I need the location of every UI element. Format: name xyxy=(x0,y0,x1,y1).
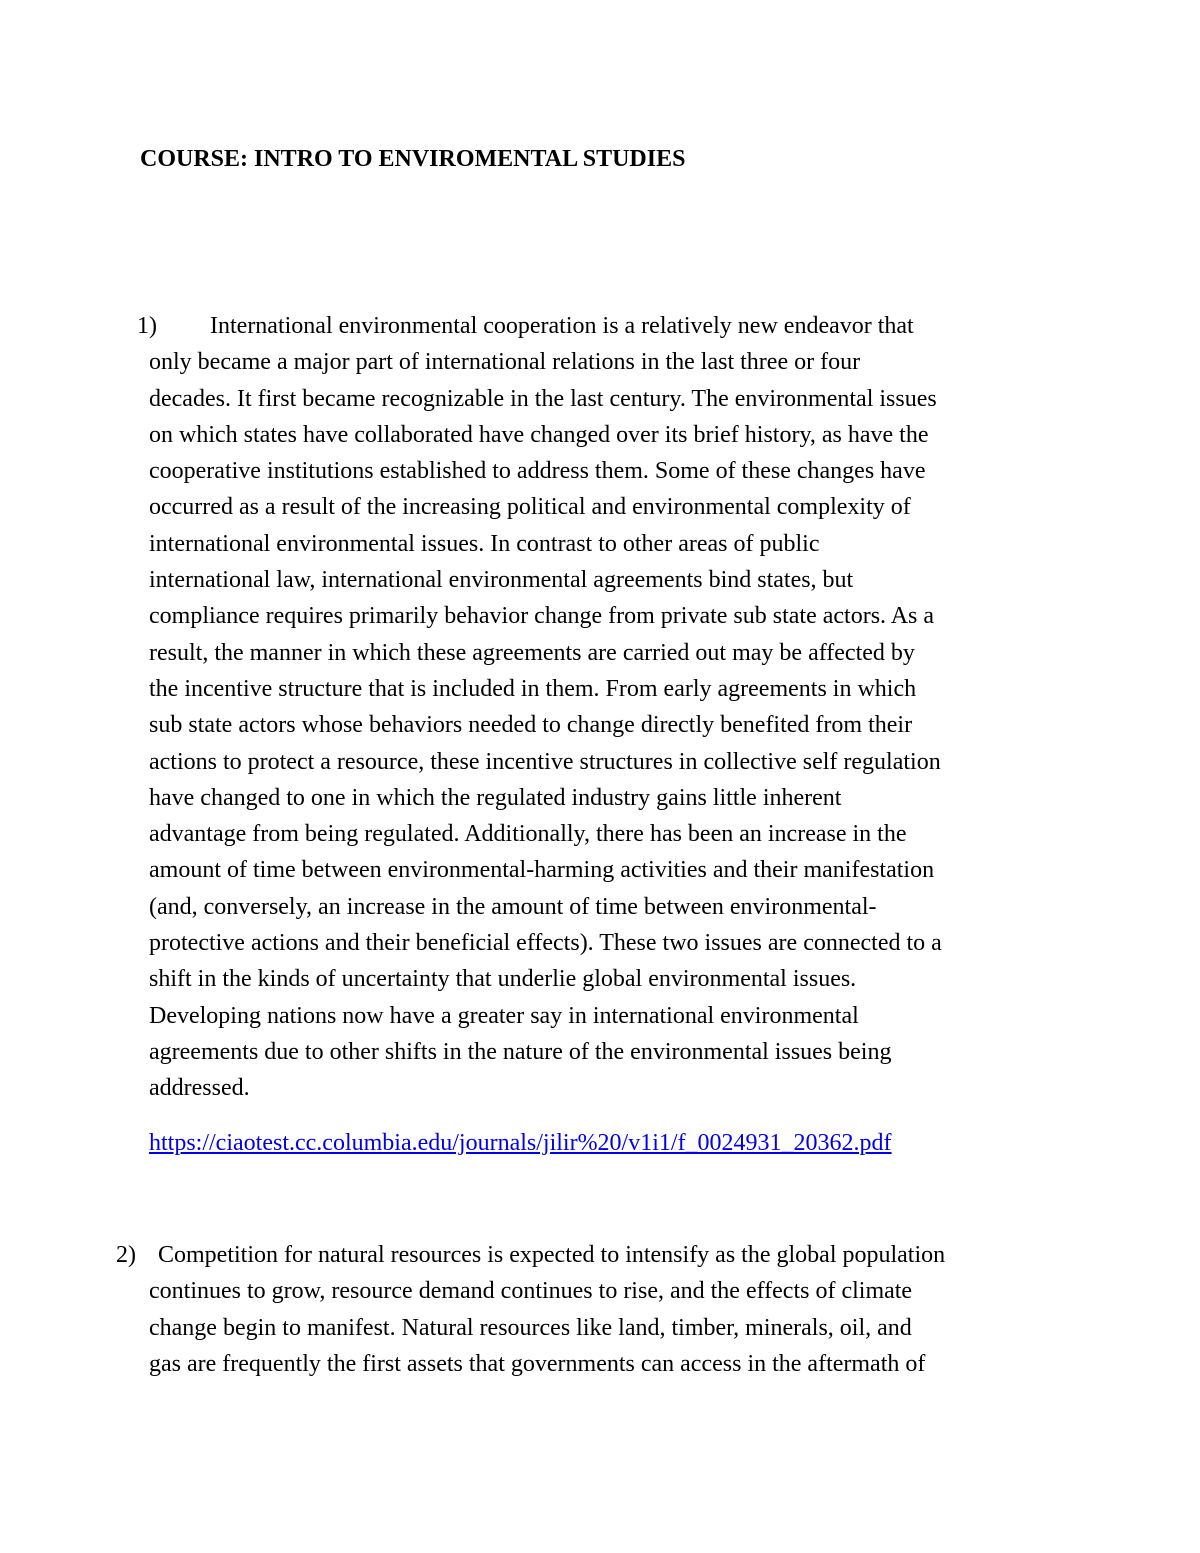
question-1-line: have changed to one in which the regulated industry gains little inherent xyxy=(149,784,842,811)
question-2-line: Competition for natural resources is expected to intensify as the global population xyxy=(158,1242,946,1268)
question-1-line: protective actions and their beneficial effects). These two issues are connected to a xyxy=(149,930,942,957)
question-1-body xyxy=(149,308,1089,1107)
question-2-line: gas are frequently the first assets that governments can access in the aftermath of xyxy=(149,1350,926,1377)
question-1-line: compliance requires primarily behavior change from private sub state actors. As a xyxy=(149,603,935,630)
question-1-line: result, the manner in which these agreements are carried out may be affected by xyxy=(149,639,915,666)
question-1-line: actions to protect a resource, these incentive structures in collective self regulation xyxy=(149,748,941,775)
question-1-line: addressed. xyxy=(149,1075,250,1102)
question-1-line: agreements due to other shifts in the nature of the environmental issues being xyxy=(149,1038,892,1065)
question-2-line: continues to grow, resource demand continues to rise, and the effects of climate xyxy=(149,1278,913,1305)
question-1-line: sub state actors whose behaviors needed to change directly benefited from their xyxy=(149,712,913,739)
question-2-line: change begin to manifest. Natural resources like land, timber, minerals, oil, and xyxy=(149,1314,912,1341)
source-link[interactable]: https://ciaotest.cc.columbia.edu/journals/jilir%20/v1i1/f_0024931_20362.pdf xyxy=(149,1130,892,1156)
question-1-line: only became a major part of international relations in the last three or four xyxy=(149,349,861,376)
question-1-line: the incentive structure that is included in them. From early agreements in which xyxy=(149,675,917,702)
question-2-body xyxy=(149,1237,1089,1382)
question-1-line: Developing nations now have a greater say in international environmental xyxy=(149,1002,859,1029)
question-1-line: international law, international environmental agreements bind states, but xyxy=(149,567,854,594)
question-1-line: advantage from being regulated. Additionally, there has been an increase in the xyxy=(149,821,907,848)
question-2-number: 2) xyxy=(116,1242,136,1268)
question-1-line: cooperative institutions established to address them. Some of these changes have xyxy=(149,458,926,485)
question-1-line: occurred as a result of the increasing political and environmental complexity of xyxy=(149,494,911,521)
course-title: COURSE: INTRO TO ENVIROMENTAL STUDIES xyxy=(140,146,686,172)
question-1-line: International environmental cooperation is a relatively new endeavor that xyxy=(210,313,914,339)
question-1-line: (and, conversely, an increase in the amount of time between environmental- xyxy=(149,893,877,920)
question-1-line: on which states have collaborated have changed over its brief history, as have the xyxy=(149,421,929,448)
question-1-line: amount of time between environmental-harming activities and their manifestation xyxy=(149,857,935,884)
question-1-line: decades. It first became recognizable in the last century. The environmental issues xyxy=(149,385,937,412)
question-1-line: shift in the kinds of uncertainty that underlie global environmental issues. xyxy=(149,966,857,993)
question-1-line: international environmental issues. In contrast to other areas of public xyxy=(149,530,820,557)
question-1-number: 1) xyxy=(137,313,157,339)
